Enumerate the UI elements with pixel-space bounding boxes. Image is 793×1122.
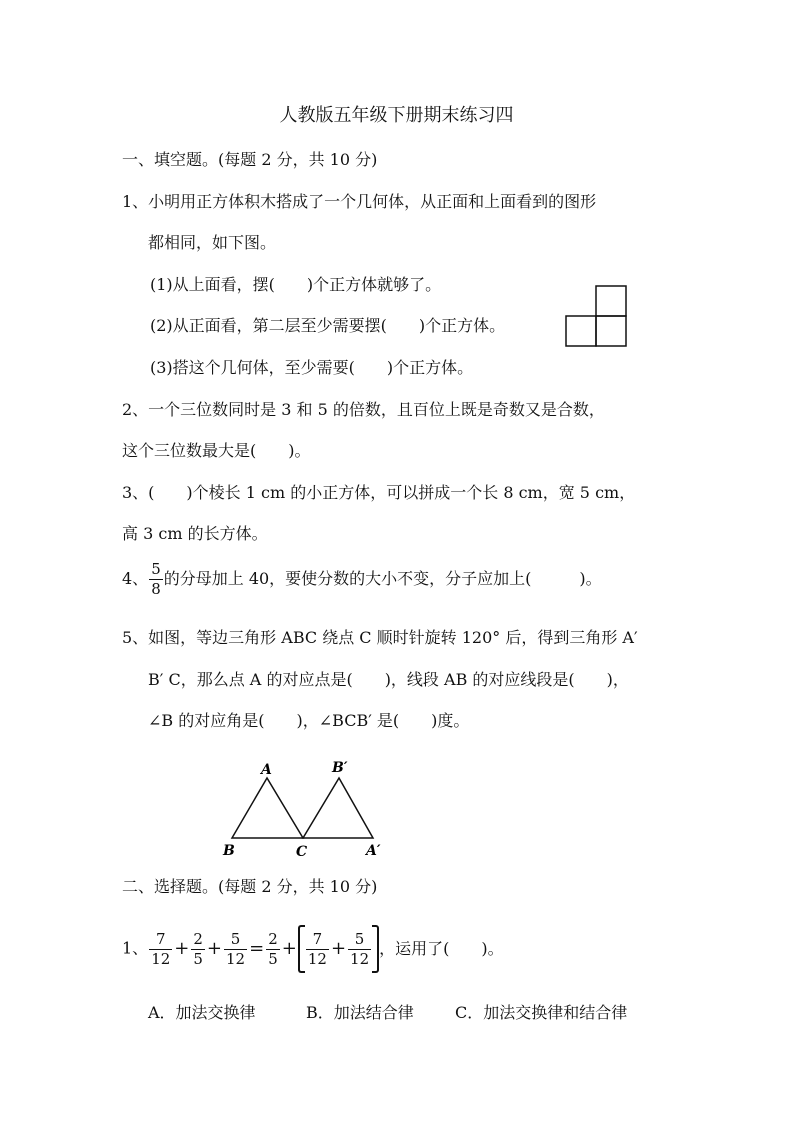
frac-num: 7 xyxy=(149,932,172,950)
q3-line1: 3、( )个棱长 1 cm 的小正方体，可以拼成一个长 8 cm，宽 5 cm， xyxy=(122,483,636,502)
label-b-prime: B′ xyxy=(332,760,348,776)
frac-den: 12 xyxy=(307,949,327,968)
q1-line2: 都相同，如下图。 xyxy=(148,233,277,252)
q1-sub3: (3)搭这个几何体，至少需要( )个正方体。 xyxy=(150,358,474,377)
triangle-abc xyxy=(232,778,303,838)
plus-sign: + xyxy=(206,938,223,959)
cube-view-figure xyxy=(564,284,630,348)
label-c: C xyxy=(296,844,308,860)
q5-line2: B′ C，那么点 A 的对应点是( )，线段 AB 的对应线段是( )， xyxy=(148,670,629,689)
q5-line1: 5、如图，等边三角形 ABC 绕点 C 顺时针旋转 120° 后，得到三角形 A′ xyxy=(122,628,638,647)
s2-q1-frac1 xyxy=(149,929,172,968)
plus-sign: + xyxy=(281,938,297,959)
q2-line1: 2、一个三位数同时是 3 和 5 的倍数，且百位上既是奇数又是合数， xyxy=(122,400,605,419)
frac-num: 5 xyxy=(348,932,371,950)
q3-line2: 高 3 cm 的长方体。 xyxy=(122,524,268,543)
label-a-prime: A′ xyxy=(366,843,381,859)
label-a: A xyxy=(261,762,272,778)
frac-den: 5 xyxy=(193,949,203,968)
frac-den: 12 xyxy=(226,949,246,968)
label-b: B xyxy=(223,843,235,859)
page-title: 人教版五年级下册期末练习四 xyxy=(279,105,514,126)
q1-line1: 1、小明用正方体积木搭成了一个几何体，从正面和上面看到的图形 xyxy=(122,192,597,211)
frac-den: 5 xyxy=(268,949,278,968)
q5-line3: ∠B 的对应角是( )，∠BCB′ 是( )度。 xyxy=(148,711,470,730)
cube-top-square xyxy=(596,286,626,316)
s2-q1-frac4 xyxy=(266,929,280,968)
left-bracket xyxy=(298,925,305,973)
frac-num: 7 xyxy=(306,932,329,950)
cube-bottom-left-square xyxy=(566,316,596,346)
plus-sign: + xyxy=(330,938,347,959)
q4-rest: 的分母加上 40，要使分数的大小不变，分子应加上( )。 xyxy=(163,569,602,588)
q1-sub1: (1)从上面看，摆( )个正方体就够了。 xyxy=(150,275,442,294)
s2-q1-rest: ，运用了( )。 xyxy=(379,939,504,958)
frac-den: 12 xyxy=(151,949,171,968)
s2-q1-option-a: A．加法交换律 xyxy=(148,1003,256,1022)
s2-q1-option-b: B．加法结合律 xyxy=(306,1003,414,1022)
s2-q1-prefix: 1、 xyxy=(122,938,149,958)
q4-fraction xyxy=(149,562,163,597)
s2-q1-option-c: C．加法交换律和结合律 xyxy=(455,1003,628,1022)
s2-q1-frac3 xyxy=(224,929,247,968)
frac-den: 12 xyxy=(350,949,370,968)
plus-sign: + xyxy=(174,938,190,959)
q4-fraction-den: 8 xyxy=(151,580,161,598)
cube-bottom-right-square xyxy=(596,316,626,346)
triangle-a2b2c xyxy=(303,778,373,838)
frac-num: 2 xyxy=(268,929,278,948)
section-1-heading: 一、填空题。(每题 2 分，共 10 分) xyxy=(122,150,378,169)
s2-q1 xyxy=(122,925,504,973)
q2-line2: 这个三位数最大是( )。 xyxy=(122,441,311,460)
rotation-triangle-figure xyxy=(215,752,395,862)
equals-sign: = xyxy=(249,938,265,959)
frac-num: 2 xyxy=(193,929,203,948)
q4-fraction-num: 5 xyxy=(151,560,161,578)
q1-sub2: (2)从正面看，第二层至少需要摆( )个正方体。 xyxy=(150,316,506,335)
frac-num: 5 xyxy=(224,932,247,950)
section-2-heading: 二、选择题。(每题 2 分，共 10 分) xyxy=(122,877,378,896)
q4 xyxy=(122,562,602,597)
s2-q1-frac6 xyxy=(348,929,371,968)
s2-q1-frac2 xyxy=(191,929,205,968)
q4-prefix: 4、 xyxy=(122,569,149,588)
s2-q1-frac5 xyxy=(306,929,329,968)
